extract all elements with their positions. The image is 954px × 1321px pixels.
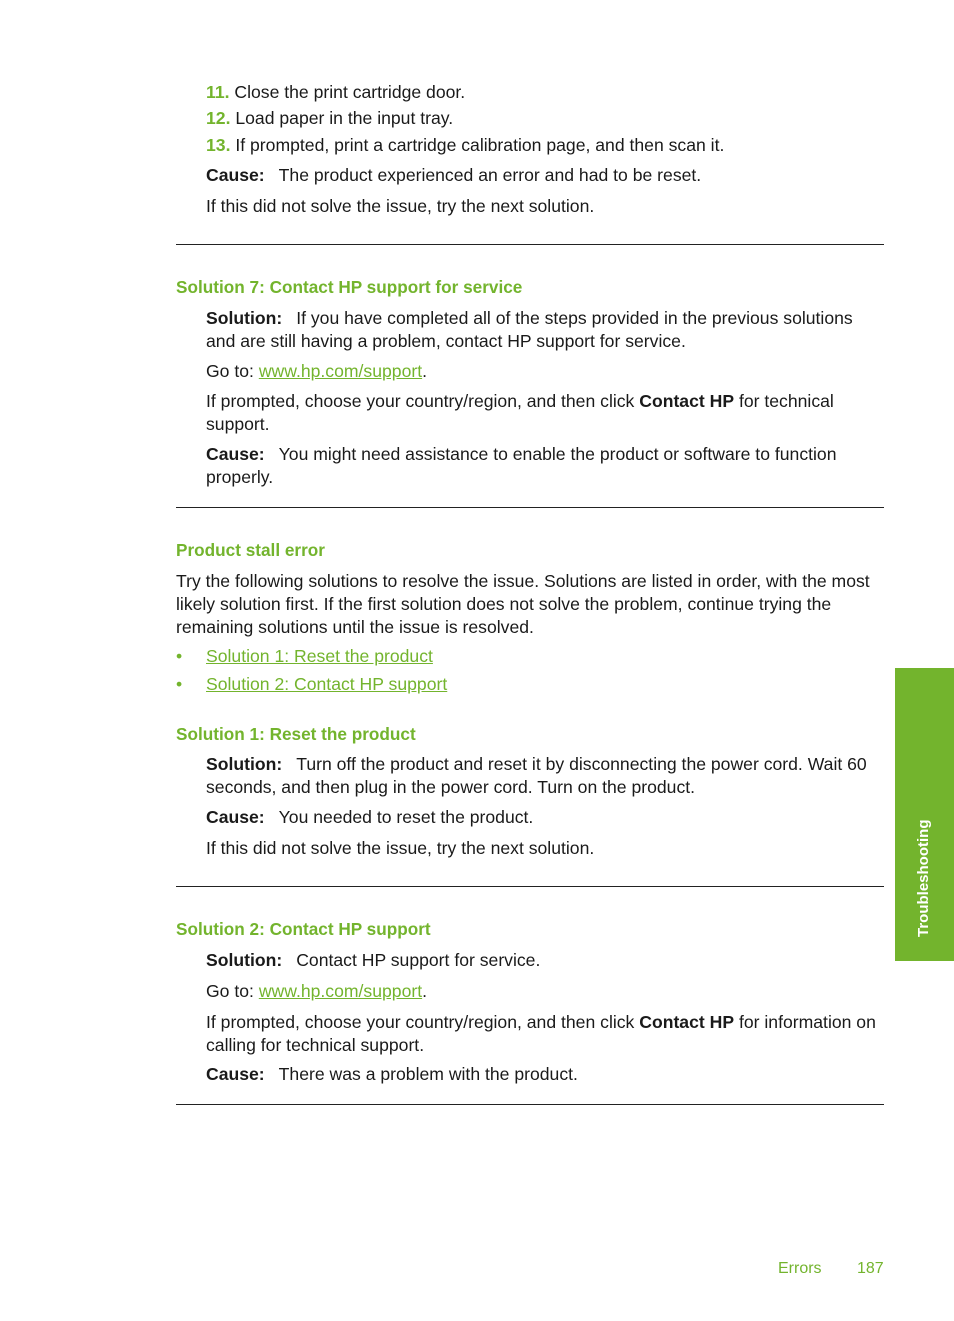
- prompt-text-post: for technical support.: [206, 391, 834, 434]
- step-text: If prompted, print a cartridge calibration page, and then scan it.: [235, 135, 725, 155]
- cause-paragraph: [206, 164, 886, 187]
- goto-prefix: Go to:: [206, 361, 259, 381]
- goto-suffix: .: [422, 981, 428, 1001]
- next-solution-note: If this did not solve the issue, try the next solution.: [206, 196, 595, 216]
- cause-label: Cause:: [206, 444, 265, 464]
- step-number: 11.: [206, 82, 230, 102]
- cause-label: Cause:: [206, 165, 265, 185]
- goto-prefix: Go to:: [206, 981, 259, 1001]
- bullet-icon: •: [176, 674, 183, 694]
- intro-paragraph: Try the following solutions to resolve the issue. Solutions are listed in order, with the most likely solution first. If the first solution does not solve the problem, continue trying the remaining solutions until the issue is resolved.: [176, 571, 870, 637]
- cause-paragraph: [206, 443, 886, 489]
- step-11: [206, 81, 465, 104]
- hp-support-link[interactable]: www.hp.com/support: [258, 361, 423, 381]
- solution-label: Solution:: [206, 950, 283, 970]
- step-13: [206, 134, 724, 157]
- divider: [176, 886, 884, 887]
- cause-text: The product experienced an error and had to be reset.: [278, 165, 702, 185]
- chapter-tab-label: Troubleshooting: [915, 819, 932, 937]
- step-12: [206, 107, 453, 130]
- step-number: 13.: [206, 135, 231, 155]
- footer-section: Errors: [778, 1260, 822, 1277]
- cause-paragraph: [206, 806, 886, 829]
- prompt-text-pre: If prompted, choose your country/region, and then click: [206, 391, 640, 411]
- prompt-text-pre: If prompted, choose your country/region, and then click: [206, 1012, 640, 1032]
- goto-suffix: .: [422, 361, 428, 381]
- cause-text: There was a problem with the product.: [278, 1064, 578, 1084]
- cause-text: You needed to reset the product.: [278, 807, 534, 827]
- prompt-paragraph: [206, 1011, 886, 1057]
- solution-label: Solution:: [206, 308, 283, 328]
- goto-paragraph: [206, 360, 886, 383]
- list-item: [176, 645, 433, 668]
- solution-1-link[interactable]: Solution 1: Reset the product: [206, 646, 433, 666]
- page-number: 187: [857, 1260, 884, 1277]
- section-heading-product-stall: Product stall error: [176, 540, 325, 560]
- divider: [176, 1104, 884, 1105]
- section-heading-solution-1: Solution 1: Reset the product: [176, 724, 416, 744]
- next-solution-note: If this did not solve the issue, try the next solution.: [206, 838, 595, 858]
- cause-label: Cause:: [206, 807, 265, 827]
- step-text: Close the print cartridge door.: [234, 82, 466, 102]
- hp-support-link[interactable]: www.hp.com/support: [258, 981, 423, 1001]
- cause-text: You might need assistance to enable the product or software to function properly.: [206, 444, 837, 487]
- solution-2-link[interactable]: Solution 2: Contact HP support: [206, 674, 448, 694]
- prompt-text-post: for information on calling for technical support.: [206, 1012, 876, 1055]
- solution-paragraph: [206, 307, 886, 353]
- section-heading-solution-7: Solution 7: Contact HP support for service: [176, 277, 523, 297]
- solution-text: Contact HP support for service.: [296, 950, 541, 970]
- chapter-tab: [895, 668, 954, 961]
- prompt-paragraph: [206, 390, 886, 436]
- step-text: Load paper in the input tray.: [235, 108, 454, 128]
- contact-hp-emphasis: Contact HP: [639, 391, 735, 411]
- solution-label: Solution:: [206, 754, 283, 774]
- divider: [176, 244, 884, 245]
- solution-paragraph: [206, 949, 886, 972]
- cause-label: Cause:: [206, 1064, 265, 1084]
- divider: [176, 507, 884, 508]
- contact-hp-emphasis: Contact HP: [639, 1012, 735, 1032]
- bullet-icon: •: [176, 646, 183, 666]
- list-item: [176, 673, 447, 696]
- solution-text: Turn off the product and reset it by disconnecting the power cord. Wait 60 seconds, and then plug in the power cord. Turn on the product.: [206, 754, 867, 797]
- solution-paragraph: [206, 753, 886, 799]
- goto-paragraph: [206, 980, 886, 1003]
- step-number: 12.: [206, 108, 231, 128]
- solution-text: If you have completed all of the steps provided in the previous solutions and are still having a problem, contact HP support for service.: [206, 308, 853, 351]
- section-heading-solution-2: Solution 2: Contact HP support: [176, 919, 431, 939]
- cause-paragraph: [206, 1063, 886, 1086]
